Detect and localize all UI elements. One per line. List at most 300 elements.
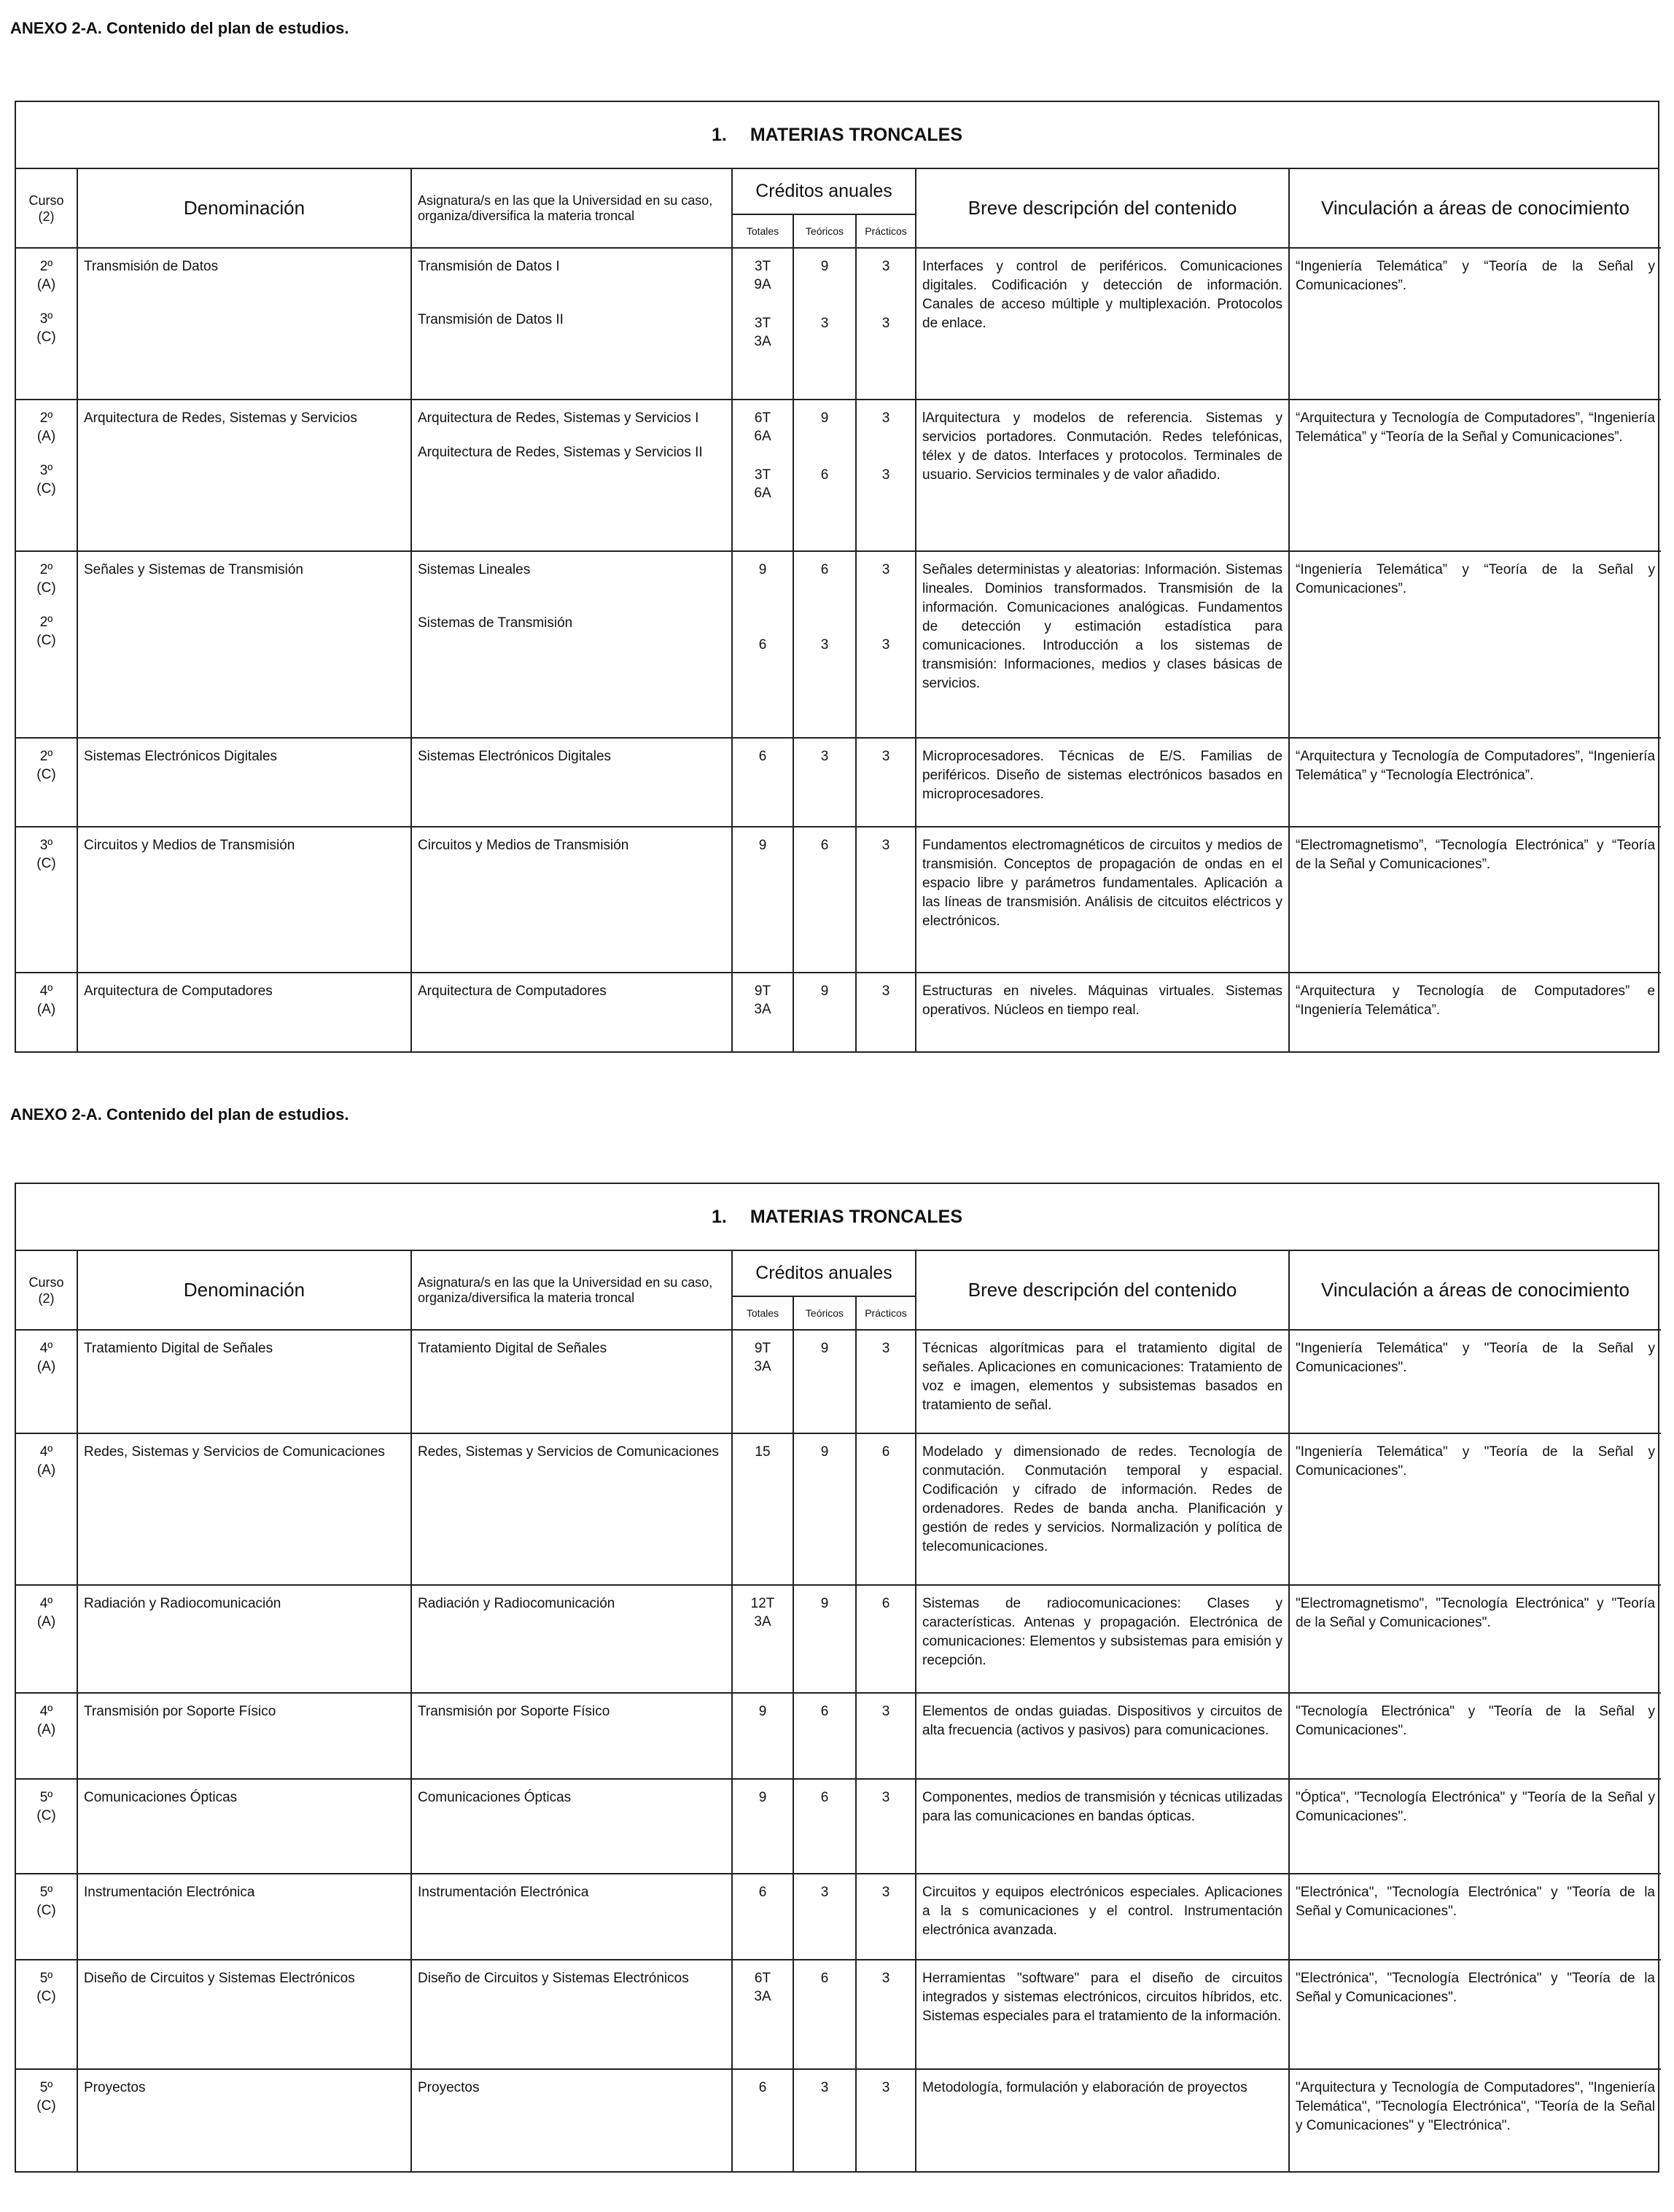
header-practicos: Prácticos	[856, 1296, 916, 1330]
teoricos-value: 6	[820, 1704, 829, 1719]
practicos-cell	[856, 1330, 916, 1433]
practicos-cell	[856, 551, 916, 738]
table-row	[16, 1874, 1661, 1960]
descripcion-text: Técnicas algorítmicas para el tratamiento digital de señales. Aplicaciones en comunicaciones: Tratamiento de voz e imagen, elementos y subsistemas basados en tratamiento de señal.	[922, 1341, 1283, 1413]
descripcion-cell	[916, 2069, 1289, 2171]
totales-value: 6	[758, 2080, 767, 2095]
practicos-cell	[856, 1693, 916, 1779]
descripcion-text: Estructuras en niveles. Máquinas virtuales. Sistemas operativos. Núcleos en tiempo real.	[922, 984, 1283, 1018]
table-row	[16, 1585, 1661, 1693]
teoricos-value: 3	[820, 2080, 829, 2095]
practicos-value: 3	[881, 637, 890, 653]
descripcion-cell	[916, 827, 1289, 973]
descripcion-cell	[916, 1960, 1289, 2069]
totales-cell	[732, 1874, 793, 1960]
descripcion-cell	[916, 248, 1289, 400]
vinculacion-cell	[1289, 1874, 1661, 1960]
header-asignatura: Asignatura/s en las que la Universidad en su caso, organiza/diversifica la materia troncal	[411, 1251, 732, 1330]
denominacion-cell	[77, 248, 411, 400]
teoricos-value: 9	[820, 984, 829, 999]
totales-cell	[732, 1693, 793, 1779]
practicos-value: 3	[881, 1971, 890, 1986]
header-curso: Curso (2)	[16, 1251, 77, 1330]
curso-cell	[16, 1585, 77, 1693]
asignatura-label: Circuitos y Medios de Transmisión	[418, 838, 629, 853]
practicos-cell	[856, 2069, 916, 2171]
totales-value: 9T	[754, 984, 771, 999]
teoricos-value: 3	[820, 637, 829, 653]
curso-value: (C)	[36, 2098, 56, 2114]
curso-value: (A)	[36, 1722, 56, 1737]
descripcion-cell	[916, 1585, 1289, 1693]
descripcion-text: Fundamentos electromagnéticos de circuitos y medios de transmisión. Conceptos de propagación de ondas en el espacio libre y parámetros fundamentales. Aplicación a las líneas de transmisión. Análisis de citcuitos eléctricos y electrónicos.	[922, 838, 1283, 929]
totales-cell	[732, 1330, 793, 1433]
totales-value: 9	[758, 838, 767, 853]
denominacion-cell	[77, 1433, 411, 1585]
table-row	[16, 400, 1661, 551]
curso-value: (A)	[36, 1614, 56, 1629]
teoricos-cell	[793, 1693, 856, 1779]
curso-cell	[16, 1960, 77, 2069]
denominacion-label: Arquitectura de Redes, Sistemas y Servicios	[84, 410, 357, 426]
header-totales: Totales	[732, 214, 793, 248]
table-row	[16, 827, 1661, 973]
practicos-value: 3	[881, 984, 890, 999]
asignatura-label: Sistemas Electrónicos Digitales	[418, 749, 612, 764]
section-title-2	[16, 1184, 1658, 1251]
descripcion-cell	[916, 1779, 1289, 1874]
asignatura-label: Proyectos	[418, 2080, 480, 2095]
vinculacion-text: "Electrónica", "Tecnología Electrónica" y "Teoría de la Señal y Comunicaciones".	[1296, 1885, 1656, 1919]
curso-cell	[16, 827, 77, 973]
totales-cell	[732, 1960, 793, 2069]
practicos-value: 3	[881, 410, 890, 426]
header-creditos: Créditos anuales	[732, 169, 916, 214]
header-descripcion: Breve descripción del contenido	[916, 169, 1289, 248]
teoricos-cell	[793, 1779, 856, 1874]
descripcion-cell	[916, 400, 1289, 551]
denominacion-cell	[77, 827, 411, 973]
descripcion-text: Herramientas "software" para el diseño de circuitos integrados y sistemas electrónicos, circuitos híbridos, etc. Sistemas especiales para el tratamiento de la información.	[922, 1971, 1283, 2024]
practicos-value: 3	[881, 1341, 890, 1356]
curso-value: (C)	[36, 856, 56, 871]
header-vinculacion: Vinculación a áreas de conocimiento	[1289, 169, 1661, 248]
descripcion-text: Circuitos y equipos electrónicos especiales. Aplicaciones a la s comunicaciones y el control. Instrumentación electrónica avanzada.	[922, 1885, 1283, 1938]
teoricos-value: 6	[820, 562, 829, 577]
curso-value: (C)	[36, 481, 56, 496]
asignatura-cell	[411, 400, 732, 551]
denominacion-label: Instrumentación Electrónica	[84, 1885, 255, 1900]
totales-value: 3T	[754, 316, 771, 331]
totales-value: 6T	[754, 410, 771, 426]
header-vinculacion: Vinculación a áreas de conocimiento	[1289, 1251, 1661, 1330]
curso-value: (C)	[36, 330, 56, 345]
curso-value: (A)	[36, 277, 56, 292]
totales-cell	[732, 1585, 793, 1693]
totales-cell	[732, 1433, 793, 1585]
denominacion-cell	[77, 738, 411, 827]
asignatura-cell	[411, 827, 732, 973]
header-creditos: Créditos anuales	[732, 1251, 916, 1296]
vinculacion-text: “Arquitectura y Tecnología de Computadores”, “Ingeniería Telemática” y “Tecnología Electrónica”.	[1296, 749, 1656, 783]
denominacion-label: Diseño de Circuitos y Sistemas Electrónicos	[84, 1971, 355, 1986]
curso-cell	[16, 1779, 77, 1874]
vinculacion-text: “Arquitectura y Tecnología de Computadores”, “Ingeniería Telemática” y “Teoría de la Señal y Comunicaciones”.	[1296, 410, 1656, 445]
descripcion-text: Metodología, formulación y elaboración de proyectos	[922, 2080, 1247, 2095]
table-block-2	[15, 1183, 1659, 2173]
asignatura-cell	[411, 1433, 732, 1585]
curso-value: (C)	[36, 633, 56, 648]
practicos-cell	[856, 1585, 916, 1693]
descripcion-text: Componentes, medios de transmisión y técnicas utilizadas para las comunicaciones en bandas ópticas.	[922, 1790, 1283, 1824]
curso-cell	[16, 2069, 77, 2171]
asignatura-cell	[411, 1779, 732, 1874]
asignatura-cell	[411, 1330, 732, 1433]
denominacion-cell	[77, 400, 411, 551]
table-row	[16, 248, 1661, 400]
teoricos-cell	[793, 1330, 856, 1433]
practicos-value: 6	[881, 1596, 890, 1611]
denominacion-cell	[77, 2069, 411, 2171]
asignatura-cell	[411, 1960, 732, 2069]
curso-value: 4º	[39, 1444, 53, 1460]
curso-value: 2º	[39, 410, 53, 426]
totales-cell	[732, 2069, 793, 2171]
asignatura-cell	[411, 551, 732, 738]
totales-value: 9A	[754, 277, 771, 292]
curso-cell	[16, 1330, 77, 1433]
vinculacion-text: “Ingeniería Telemática” y “Teoría de la Señal y Comunicaciones”.	[1296, 562, 1656, 596]
header-practicos: Prácticos	[856, 214, 916, 248]
asignatura-cell	[411, 973, 732, 1051]
practicos-value: 3	[881, 316, 890, 331]
vinculacion-cell	[1289, 1779, 1661, 1874]
curso-value: 4º	[39, 984, 53, 999]
curso-value: 4º	[39, 1596, 53, 1611]
vinculacion-text: “Electromagnetismo”, “Tecnología Electrónica” y “Teoría de la Señal y Comunicaciones”.	[1296, 838, 1656, 872]
vinculacion-text: "Electrónica", "Tecnología Electrónica" y "Teoría de la Señal y Comunicaciones".	[1296, 1971, 1656, 2005]
materias-table-2	[16, 1251, 1661, 2171]
asignatura-label: Transmisión de Datos II	[418, 312, 564, 327]
curso-value: 5º	[39, 1971, 53, 1986]
teoricos-value: 9	[820, 1341, 829, 1356]
practicos-cell	[856, 1874, 916, 1960]
teoricos-value: 6	[820, 1790, 829, 1805]
table-row	[16, 1693, 1661, 1779]
curso-value: (C)	[36, 767, 56, 782]
teoricos-value: 9	[820, 259, 829, 274]
teoricos-value: 9	[820, 1444, 829, 1460]
vinculacion-cell	[1289, 2069, 1661, 2171]
descripcion-text: lArquitectura y modelos de referencia. Sistemas y servicios portadores. Conmutación. Redes telefónicas, télex y de datos. Interfaces y protocolos. Terminales de usuario. Servicios terminales y de valor añadido.	[922, 410, 1283, 483]
curso-value: 4º	[39, 1341, 53, 1356]
annex-title-2: ANEXO 2-A. Contenido del plan de estudios.	[10, 1105, 349, 1123]
totales-cell	[732, 248, 793, 400]
vinculacion-text: "Electromagnetismo", "Tecnología Electrónica" y "Teoría de la Señal y Comunicaciones".	[1296, 1596, 1656, 1630]
curso-value: 5º	[39, 1790, 53, 1805]
totales-value: 3A	[754, 1359, 771, 1374]
section-name: MATERIAS TRONCALES	[750, 1206, 963, 1227]
header-totales: Totales	[732, 1296, 793, 1330]
table-row	[16, 973, 1661, 1051]
header-descripcion: Breve descripción del contenido	[916, 1251, 1289, 1330]
curso-value: 2º	[39, 615, 53, 630]
totales-value: 6A	[754, 486, 771, 501]
descripcion-text: Señales deterministas y aleatorias: Información. Sistemas lineales. Dominios transformados. Transmisión de la información. Comunicaciones analógicas. Fundamentos de detección y estimación estadística para comunicaciones. Introducción a los sistemas de transmisión: Informaciones, medios y clases básicas de servicios.	[922, 562, 1283, 691]
totales-value: 6T	[754, 1971, 771, 1986]
vinculacion-cell	[1289, 738, 1661, 827]
totales-value: 9	[758, 1790, 767, 1805]
vinculacion-cell	[1289, 827, 1661, 973]
curso-cell	[16, 973, 77, 1051]
totales-value: 3T	[754, 467, 771, 483]
totales-value: 3T	[754, 259, 771, 274]
denominacion-cell	[77, 973, 411, 1051]
totales-cell	[732, 738, 793, 827]
denominacion-cell	[77, 1874, 411, 1960]
section-title-1	[16, 102, 1658, 169]
vinculacion-text: “Arquitectura y Tecnología de Computadores” e “Ingeniería Telemática”.	[1296, 984, 1656, 1018]
descripcion-text: Elementos de ondas guiadas. Dispositivos y circuitos de alta frecuencia (activos y pasivos) para comunicaciones.	[922, 1704, 1283, 1738]
teoricos-cell	[793, 973, 856, 1051]
annex-title-1: ANEXO 2-A. Contenido del plan de estudios.	[10, 19, 349, 37]
teoricos-cell	[793, 1585, 856, 1693]
denominacion-cell	[77, 1330, 411, 1433]
totales-value: 3A	[754, 334, 771, 349]
teoricos-cell	[793, 1433, 856, 1585]
teoricos-value: 3	[820, 316, 829, 331]
practicos-cell	[856, 973, 916, 1051]
table-block-1	[15, 101, 1659, 1053]
practicos-value: 3	[881, 1885, 890, 1900]
table-row	[16, 1779, 1661, 1874]
table-row	[16, 2069, 1661, 2171]
totales-value: 15	[755, 1444, 771, 1460]
curso-value: (C)	[36, 1808, 56, 1823]
descripcion-text: Interfaces y control de periféricos. Comunicaciones digitales. Codificación y detección de información. Canales de acceso múltiple y multiplexación. Protocolos de enlace.	[922, 259, 1283, 331]
table-row	[16, 551, 1661, 738]
vinculacion-cell	[1289, 973, 1661, 1051]
denominacion-label: Transmisión por Soporte Físico	[84, 1704, 276, 1719]
vinculacion-text: “Ingeniería Telemática” y “Teoría de la Señal y Comunicaciones”.	[1296, 259, 1656, 293]
practicos-value: 3	[881, 259, 890, 274]
totales-value: 12T	[750, 1596, 775, 1611]
vinculacion-cell	[1289, 1693, 1661, 1779]
practicos-cell	[856, 400, 916, 551]
practicos-value: 3	[881, 749, 890, 764]
asignatura-label: Arquitectura de Redes, Sistemas y Servicios I	[418, 410, 699, 426]
denominacion-cell	[77, 1779, 411, 1874]
asignatura-label: Sistemas de Transmisión	[418, 615, 573, 631]
descripcion-text: Sistemas de radiocomunicaciones: Clases y características. Antenas y propagación. Electrónica de comunicaciones: Elementos y subsistemas para emisión y recepción.	[922, 1596, 1283, 1668]
curso-value: (C)	[36, 1903, 56, 1918]
curso-value: (A)	[36, 1002, 56, 1017]
descripcion-cell	[916, 1433, 1289, 1585]
teoricos-value: 9	[820, 410, 829, 426]
curso-value: 2º	[39, 562, 53, 577]
practicos-cell	[856, 827, 916, 973]
practicos-value: 3	[881, 562, 890, 577]
asignatura-label: Comunicaciones Ópticas	[418, 1790, 572, 1805]
curso-value: 3º	[39, 311, 53, 327]
teoricos-cell	[793, 2069, 856, 2171]
curso-value: 5º	[39, 2080, 53, 2095]
vinculacion-cell	[1289, 400, 1661, 551]
descripcion-cell	[916, 551, 1289, 738]
practicos-value: 3	[881, 1704, 890, 1719]
vinculacion-text: "Ingeniería Telemática" y "Teoría de la Señal y Comunicaciones".	[1296, 1341, 1656, 1375]
curso-value: 3º	[39, 838, 53, 853]
denominacion-cell	[77, 1960, 411, 2069]
curso-cell	[16, 1874, 77, 1960]
teoricos-cell	[793, 738, 856, 827]
materias-table-1	[16, 169, 1661, 1051]
curso-value: 2º	[39, 259, 53, 274]
teoricos-cell	[793, 400, 856, 551]
descripcion-text: Modelado y dimensionado de redes. Tecnología de conmutación. Conmutación temporal y espacial. Codificación y cifrado de información. Redes de ordenadores. Redes de banda ancha. Planificación y gestión de redes y servicios. Normalización y política de telecomunicaciones.	[922, 1444, 1283, 1554]
totales-value: 3A	[754, 1002, 771, 1017]
denominacion-label: Comunicaciones Ópticas	[84, 1790, 238, 1805]
curso-value: 5º	[39, 1885, 53, 1900]
descripcion-text: Microprocesadores. Técnicas de E/S. Familias de periféricos. Diseño de sistemas electrónicos basados en microprocesadores.	[922, 749, 1283, 802]
header-denominacion: Denominación	[77, 169, 411, 248]
descripcion-cell	[916, 973, 1289, 1051]
curso-cell	[16, 400, 77, 551]
totales-cell	[732, 551, 793, 738]
practicos-value: 3	[881, 2080, 890, 2095]
practicos-cell	[856, 1779, 916, 1874]
teoricos-value: 6	[820, 838, 829, 853]
asignatura-label: Diseño de Circuitos y Sistemas Electrónicos	[418, 1971, 689, 1986]
table-row	[16, 1330, 1661, 1433]
denominacion-label: Proyectos	[84, 2080, 146, 2095]
curso-cell	[16, 738, 77, 827]
vinculacion-text: "Óptica", "Tecnología Electrónica" y "Teoría de la Señal y Comunicaciones".	[1296, 1790, 1656, 1824]
practicos-cell	[856, 738, 916, 827]
asignatura-label: Radiación y Radiocomunicación	[418, 1596, 615, 1611]
teoricos-cell	[793, 1874, 856, 1960]
practicos-cell	[856, 1960, 916, 2069]
practicos-value: 6	[881, 1444, 890, 1460]
curso-cell	[16, 1433, 77, 1585]
vinculacion-cell	[1289, 1585, 1661, 1693]
totales-value: 6	[758, 637, 767, 653]
totales-cell	[732, 973, 793, 1051]
curso-value: (C)	[36, 580, 56, 596]
asignatura-label: Tratamiento Digital de Señales	[418, 1341, 607, 1356]
section-name: MATERIAS TRONCALES	[750, 124, 963, 145]
totales-value: 3A	[754, 1614, 771, 1629]
curso-value: (A)	[36, 1463, 56, 1478]
header-teoricos: Teóricos	[793, 1296, 856, 1330]
header-denominacion: Denominación	[77, 1251, 411, 1330]
curso-value: 3º	[39, 463, 53, 478]
curso-value: (A)	[36, 429, 56, 444]
totales-value: 9	[758, 1704, 767, 1719]
teoricos-cell	[793, 551, 856, 738]
asignatura-label: Transmisión por Soporte Físico	[418, 1704, 610, 1719]
curso-cell	[16, 1693, 77, 1779]
asignatura-cell	[411, 248, 732, 400]
denominacion-label: Radiación y Radiocomunicación	[84, 1596, 281, 1611]
asignatura-label: Transmisión de Datos I	[418, 259, 560, 274]
asignatura-label: Redes, Sistemas y Servicios de Comunicaciones	[418, 1444, 719, 1460]
teoricos-cell	[793, 248, 856, 400]
curso-value: 2º	[39, 749, 53, 764]
totales-value: 3A	[754, 1989, 771, 2004]
teoricos-value: 3	[820, 1885, 829, 1900]
totales-value: 6	[758, 1885, 767, 1900]
teoricos-cell	[793, 827, 856, 973]
descripcion-cell	[916, 738, 1289, 827]
totales-cell	[732, 827, 793, 973]
teoricos-cell	[793, 1960, 856, 2069]
vinculacion-cell	[1289, 1433, 1661, 1585]
vinculacion-text: "Ingeniería Telemática" y "Teoría de la Señal y Comunicaciones".	[1296, 1444, 1656, 1479]
practicos-cell	[856, 1433, 916, 1585]
totales-cell	[732, 400, 793, 551]
asignatura-cell	[411, 738, 732, 827]
descripcion-cell	[916, 1693, 1289, 1779]
table-row	[16, 1960, 1661, 2069]
totales-value: 6	[758, 749, 767, 764]
section-number: 1.	[711, 124, 727, 145]
header-teoricos: Teóricos	[793, 214, 856, 248]
teoricos-value: 6	[820, 467, 829, 483]
vinculacion-cell	[1289, 1330, 1661, 1433]
table-row	[16, 1433, 1661, 1585]
practicos-value: 3	[881, 1790, 890, 1805]
totales-cell	[732, 1779, 793, 1874]
asignatura-cell	[411, 2069, 732, 2171]
curso-value: 4º	[39, 1704, 53, 1719]
practicos-value: 3	[881, 838, 890, 853]
table-row	[16, 738, 1661, 827]
vinculacion-cell	[1289, 1960, 1661, 2069]
curso-value: (A)	[36, 1359, 56, 1374]
curso-cell	[16, 248, 77, 400]
vinculacion-text: "Tecnología Electrónica" y "Teoría de la Señal y Comunicaciones".	[1296, 1704, 1656, 1738]
asignatura-label: Arquitectura de Computadores	[418, 984, 607, 999]
header-curso: Curso (2)	[16, 169, 77, 248]
descripcion-cell	[916, 1330, 1289, 1433]
curso-value: (C)	[36, 1989, 56, 2004]
teoricos-value: 3	[820, 749, 829, 764]
asignatura-cell	[411, 1693, 732, 1779]
header-asignatura: Asignatura/s en las que la Universidad en su caso, organiza/diversifica la materia troncal	[411, 169, 732, 248]
denominacion-label: Transmisión de Datos	[84, 259, 219, 274]
vinculacion-cell	[1289, 248, 1661, 400]
denominacion-cell	[77, 551, 411, 738]
denominacion-label: Arquitectura de Computadores	[84, 984, 273, 999]
denominacion-label: Redes, Sistemas y Servicios de Comunicaciones	[84, 1444, 385, 1460]
vinculacion-text: "Arquitectura y Tecnología de Computadores", "Ingeniería Telemática", "Tecnología Electrónica", "Teoría de la Señal y Comunicaciones" y "Electrónica".	[1296, 2080, 1656, 2133]
practicos-cell	[856, 248, 916, 400]
denominacion-label: Tratamiento Digital de Señales	[84, 1341, 273, 1356]
asignatura-label: Arquitectura de Redes, Sistemas y Servicios II	[418, 445, 703, 460]
teoricos-value: 9	[820, 1596, 829, 1611]
denominacion-cell	[77, 1693, 411, 1779]
denominacion-label: Sistemas Electrónicos Digitales	[84, 749, 278, 764]
descripcion-cell	[916, 1874, 1289, 1960]
denominacion-label: Circuitos y Medios de Transmisión	[84, 838, 295, 853]
teoricos-value: 6	[820, 1971, 829, 1986]
asignatura-label: Instrumentación Electrónica	[418, 1885, 589, 1900]
asignatura-cell	[411, 1585, 732, 1693]
totales-value: 6A	[754, 429, 771, 444]
asignatura-cell	[411, 1874, 732, 1960]
section-number: 1.	[711, 1206, 727, 1227]
